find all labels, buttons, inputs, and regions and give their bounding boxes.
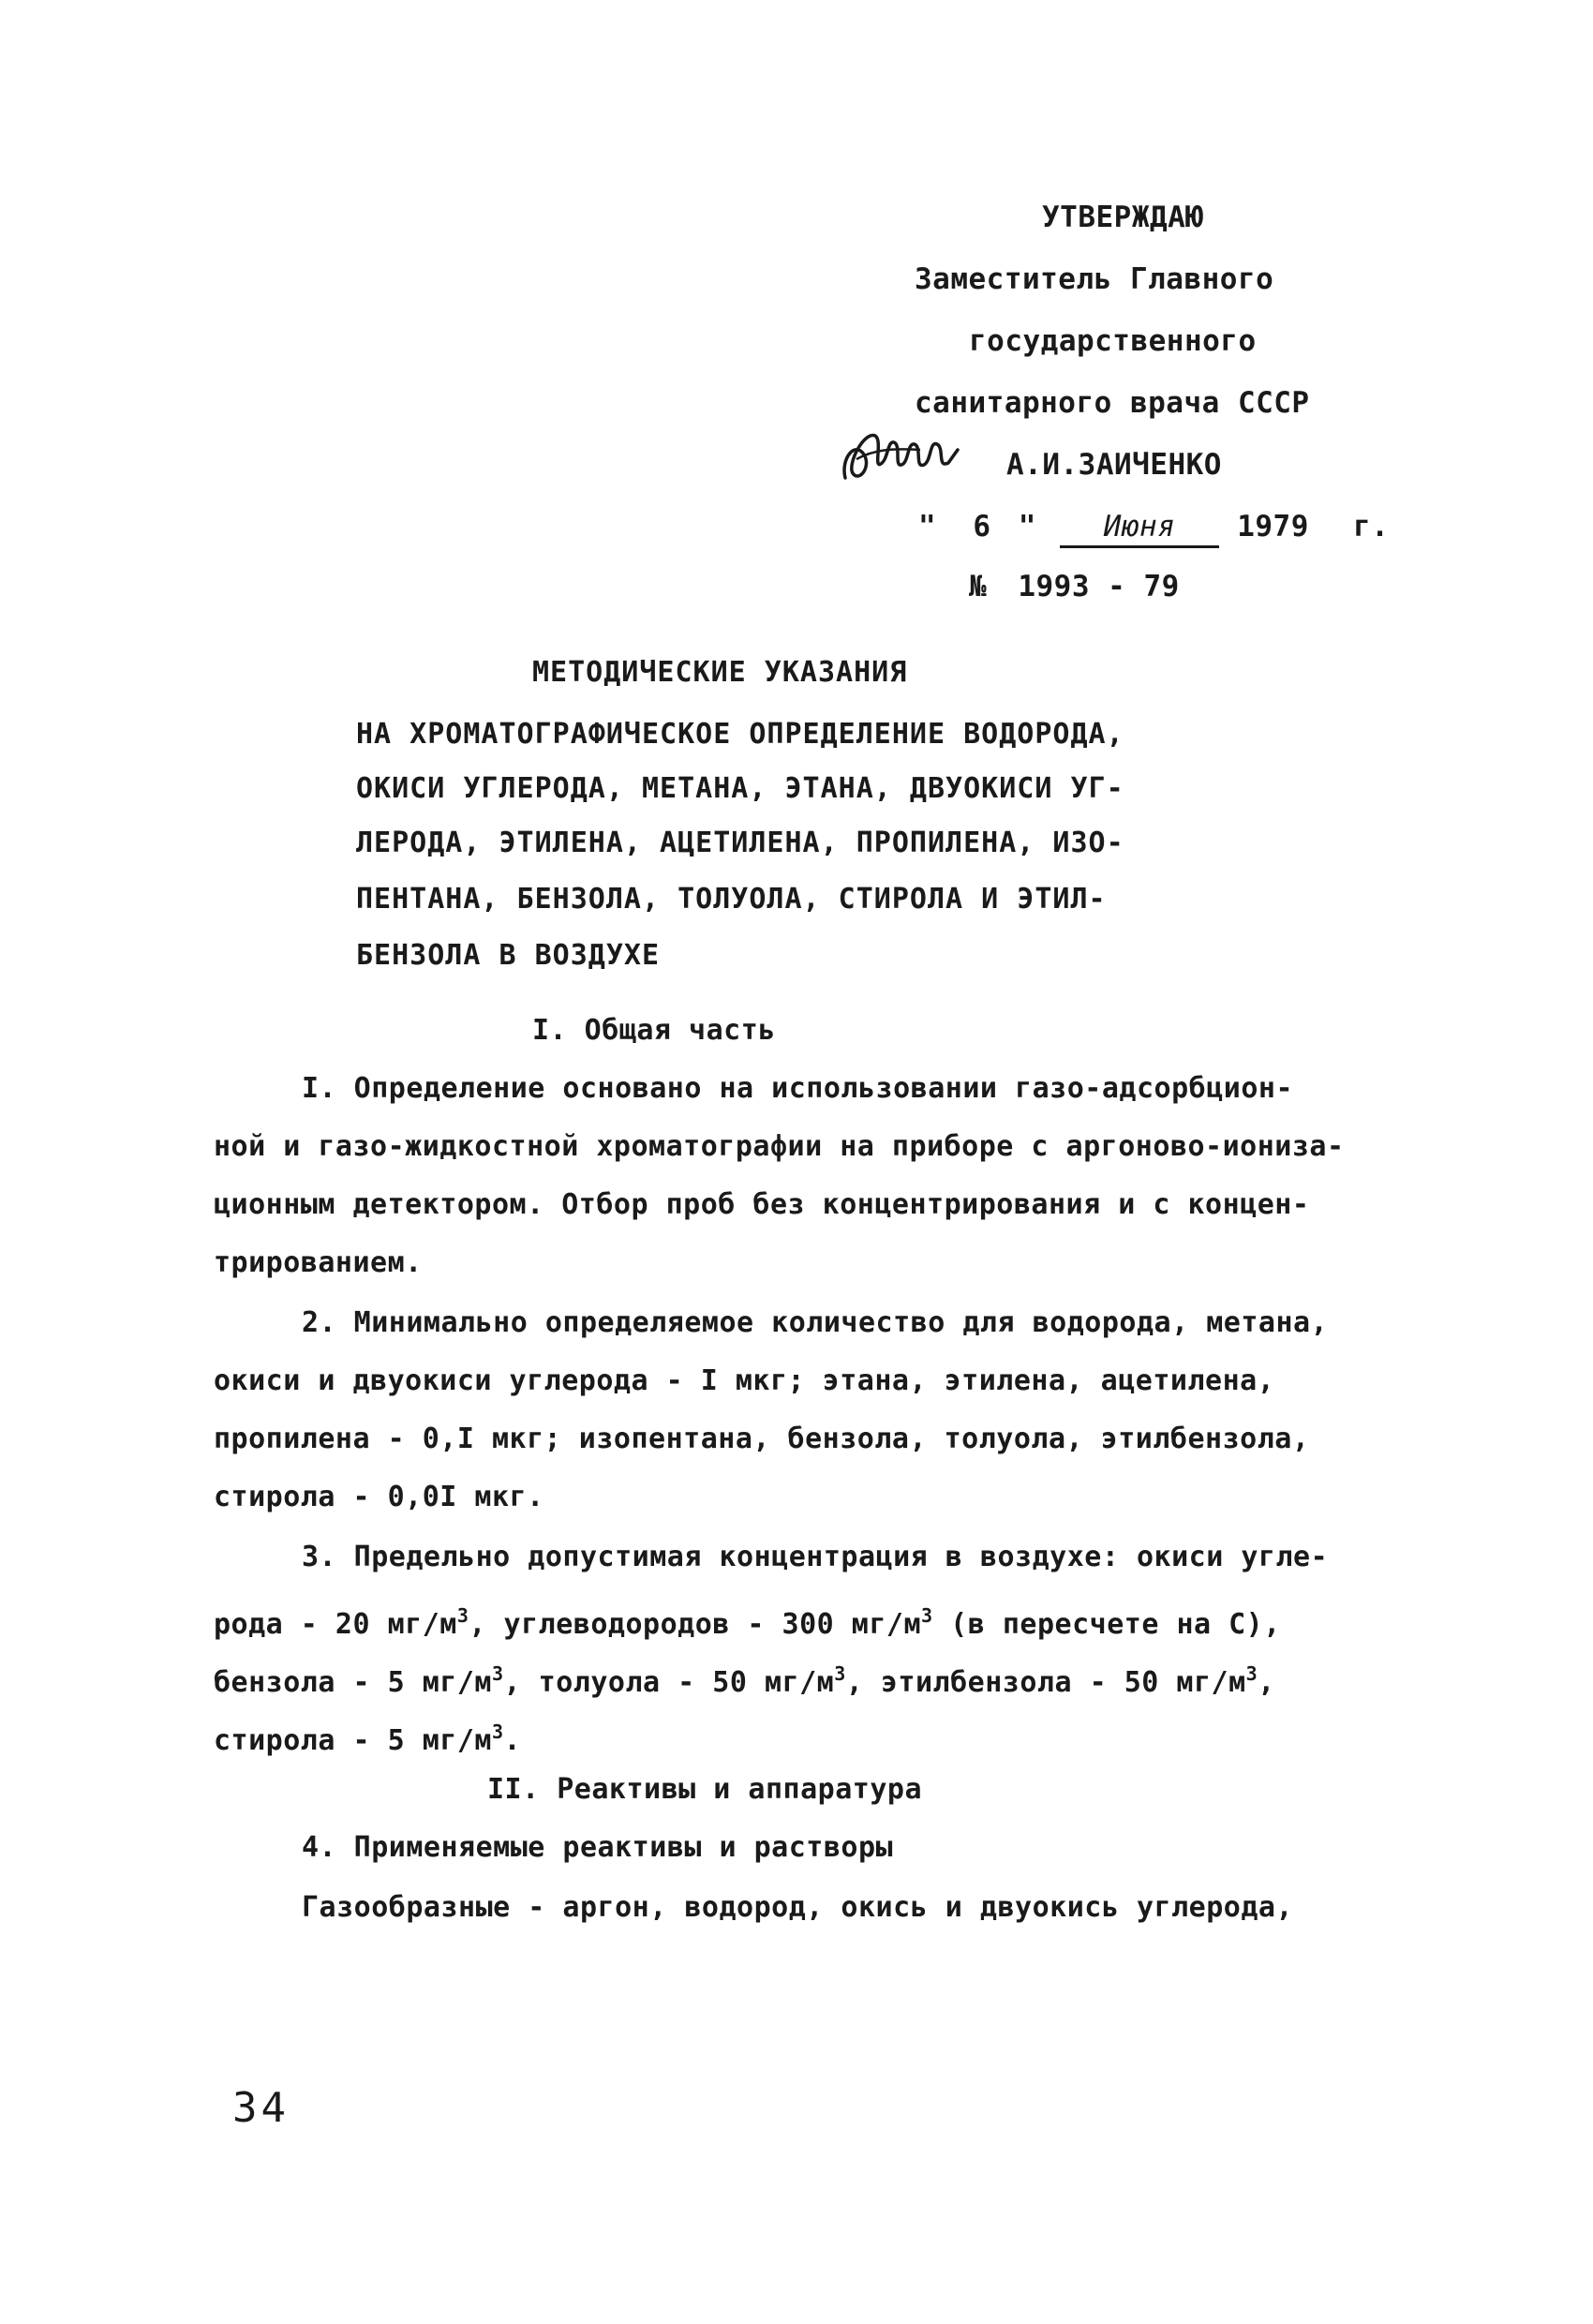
text-fragment: стирола - 5 мг/м <box>214 1724 492 1757</box>
section2-item4: 4. Применяемые реактивы и растворы <box>302 1831 894 1864</box>
document-title-line4: ЛЕРОДА, ЭТИЛЕНА, АЦЕТИЛЕНА, ПРОПИЛЕНА, ИЗО- <box>356 827 1124 859</box>
document-title-line3: ОКИСИ УГЛЕРОДА, МЕТАНА, ЭТАНА, ДВУОКИСИ УГ- <box>356 772 1124 805</box>
paragraph2-line4: стирола - 0,0I мкг. <box>214 1481 544 1513</box>
date-day: 6 <box>973 510 991 544</box>
paragraph2-line3: пропилена - 0,I мкг; изопентана, бензола, толуола, этилбензола, <box>214 1423 1310 1455</box>
text-fragment: . <box>503 1724 522 1757</box>
superscript: 3 <box>456 1604 469 1627</box>
paragraph3-line4 <box>214 1713 521 1760</box>
paragraph1-line4: трированием. <box>214 1246 423 1279</box>
page-number: 34 <box>232 2084 290 2132</box>
text-fragment: , этилбензола - 50 мг/м <box>845 1666 1246 1699</box>
handwritten-signature-icon <box>836 422 1014 497</box>
paragraph1-line1: I. Определение основано на использовании газо-адсорбцион- <box>302 1072 1294 1105</box>
document-title-line5: ПЕНТАНА, БЕНЗОЛА, ТОЛУОЛА, СТИРОЛА И ЭТИЛ- <box>356 883 1107 916</box>
document-title-line1: МЕТОДИЧЕСКИЕ УКАЗАНИЯ <box>532 656 908 689</box>
text-fragment: бензола - 5 мг/м <box>214 1666 492 1699</box>
paragraph2-line1: 2. Минимально определяемое количество для водорода, метана, <box>302 1306 1329 1339</box>
date-year: 1979 <box>1237 510 1309 544</box>
section1-heading: I. Общая часть <box>532 1014 776 1047</box>
date-quote-open: " <box>918 510 937 544</box>
paragraph2-line2: окиси и двуокиси углерода - I мкг; этана, этилена, ацетилена, <box>214 1364 1275 1397</box>
superscript: 3 <box>921 1604 933 1627</box>
approval-date <box>918 508 1389 548</box>
approval-name: А.И.ЗАИЧЕНКО <box>1006 448 1222 482</box>
approval-position-line2: государственного <box>969 324 1257 358</box>
text-fragment: , <box>1258 1666 1275 1699</box>
number-value: 1993 - 79 <box>1018 570 1180 603</box>
approval-number <box>969 568 1180 605</box>
superscript: 3 <box>491 1662 504 1685</box>
paragraph1-line2: ной и газо-жидкостной хроматографии на приборе с аргоново-иониза- <box>214 1130 1345 1163</box>
document-title-line2: НА ХРОМАТОГРАФИЧЕСКОЕ ОПРЕДЕЛЕНИЕ ВОДОРОДА, <box>356 718 1124 751</box>
paragraph3-line2 <box>214 1597 1281 1644</box>
text-fragment: , углеводородов - 300 мг/м <box>469 1608 922 1641</box>
approval-heading: УТВЕРЖДАЮ <box>1042 201 1204 234</box>
section2-heading: II. Реактивы и аппаратура <box>487 1773 923 1806</box>
paragraph1-line3: ционным детектором. Отбор проб без концентрирования и с концен- <box>214 1188 1310 1221</box>
document-title-line6: БЕНЗОЛА В ВОЗДУХЕ <box>356 939 661 972</box>
paragraph3-line1: 3. Предельно допустимая концентрация в воздухе: окиси угле- <box>302 1541 1329 1573</box>
date-quote-close: " <box>1018 510 1036 544</box>
approval-position-line1: Заместитель Главного <box>915 262 1274 296</box>
superscript: 3 <box>834 1662 846 1685</box>
text-fragment: (в пересчете на С), <box>932 1608 1281 1641</box>
superscript: 3 <box>491 1721 504 1743</box>
paragraph3-line3 <box>214 1655 1275 1702</box>
number-label: № <box>969 570 988 603</box>
section2-gases: Газообразные - аргон, водород, окись и двуокись углерода, <box>302 1891 1294 1924</box>
text-fragment: , толуола - 50 мг/м <box>503 1666 835 1699</box>
superscript: 3 <box>1245 1662 1258 1685</box>
text-fragment: рода - 20 мг/м <box>214 1608 457 1641</box>
date-month: Июня <box>1060 508 1219 548</box>
date-suffix: г. <box>1353 510 1390 544</box>
approval-position-line3: санитарного врача СССР <box>915 386 1310 420</box>
